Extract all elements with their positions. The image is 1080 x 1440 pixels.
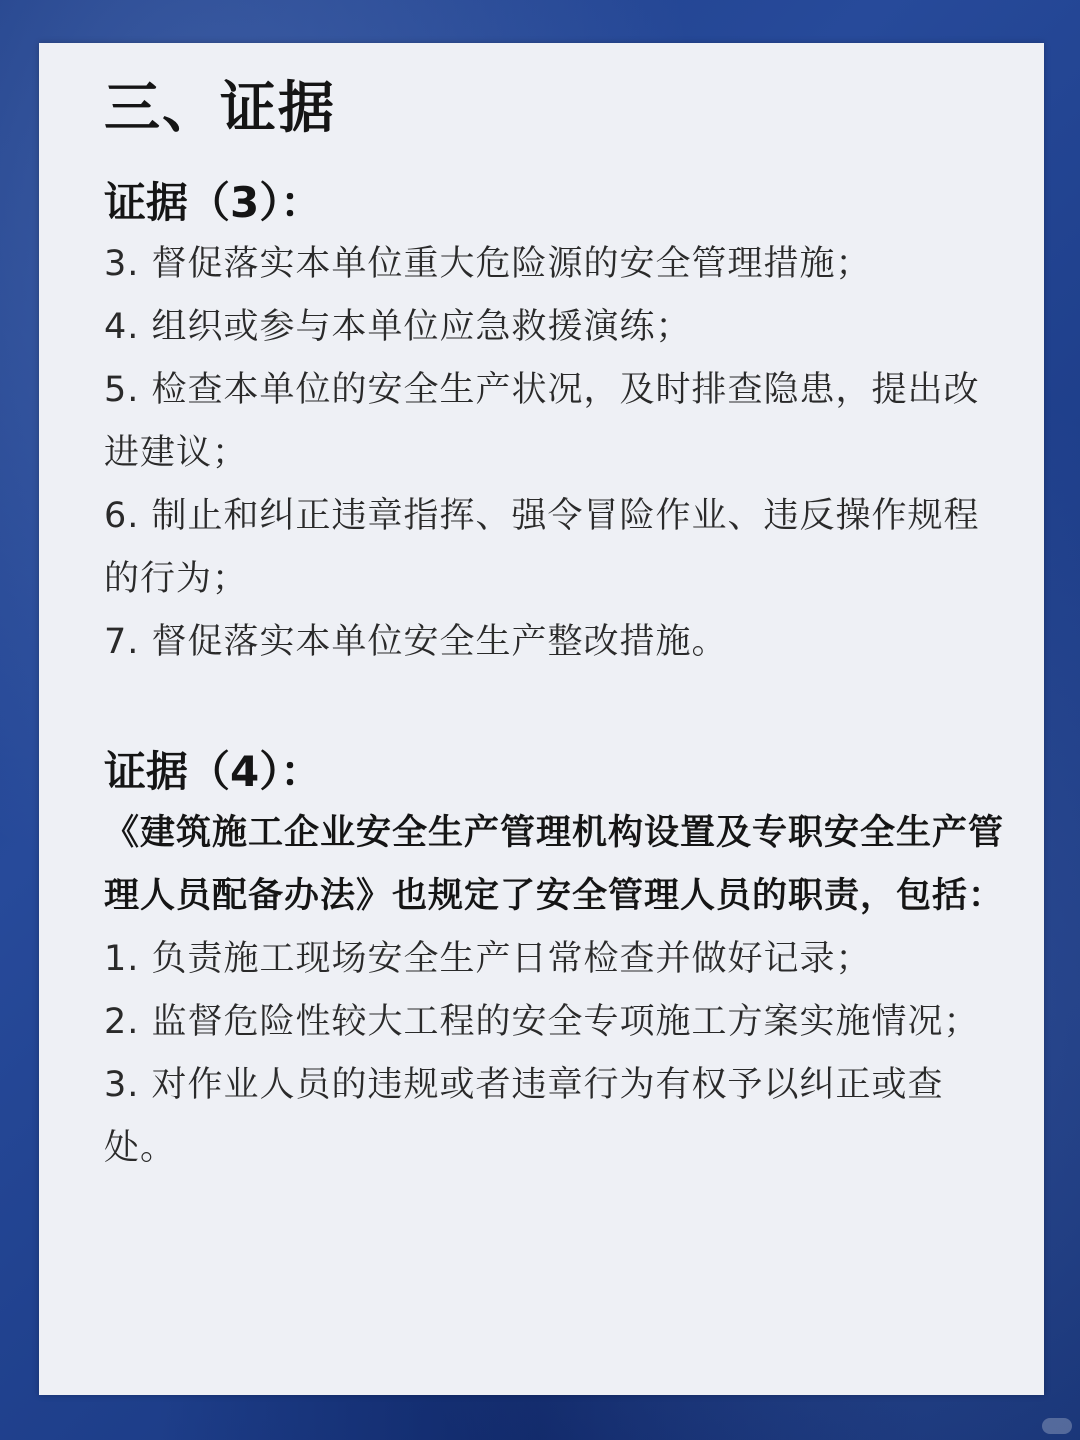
list-item: 3. 对作业人员的违规或者违章行为有权予以纠正或查处。	[104, 1065, 944, 1168]
list-item: 2. 监督危险性较大工程的安全专项施工方案实施情况；	[104, 1002, 980, 1042]
list-item: 5. 检查本单位的安全生产状况，及时排查隐患，提出改进建议；	[104, 370, 980, 473]
list-item: 4. 组织或参与本单位应急救援演练；	[104, 307, 692, 347]
section-spacer	[104, 674, 1004, 742]
list-item: 3. 督促落实本单位重大危险源的安全管理措施；	[104, 244, 872, 284]
section-heading: 证据（4）：	[104, 747, 323, 796]
list-item: 6. 制止和纠正违章指挥、强令冒险作业、违反操作规程的行为；	[104, 496, 980, 599]
watermark-badge	[1042, 1418, 1072, 1434]
regulation-intro: 《建筑施工企业安全生产管理机构设置及专职安全生产管理人员配备办法》也规定了安全管理人员的职责，包括：	[104, 813, 1005, 916]
evidence-section-4	[104, 742, 1004, 1180]
list-item: 7. 督促落实本单位安全生产整改措施。	[104, 622, 728, 662]
list-item: 1. 负责施工现场安全生产日常检查并做好记录；	[104, 939, 872, 979]
page-title: 三、证据	[104, 76, 336, 141]
section-heading: 证据（3）：	[104, 178, 323, 227]
evidence-section-3	[104, 173, 1004, 674]
document-content	[104, 71, 1004, 1180]
document-card	[39, 43, 1044, 1395]
